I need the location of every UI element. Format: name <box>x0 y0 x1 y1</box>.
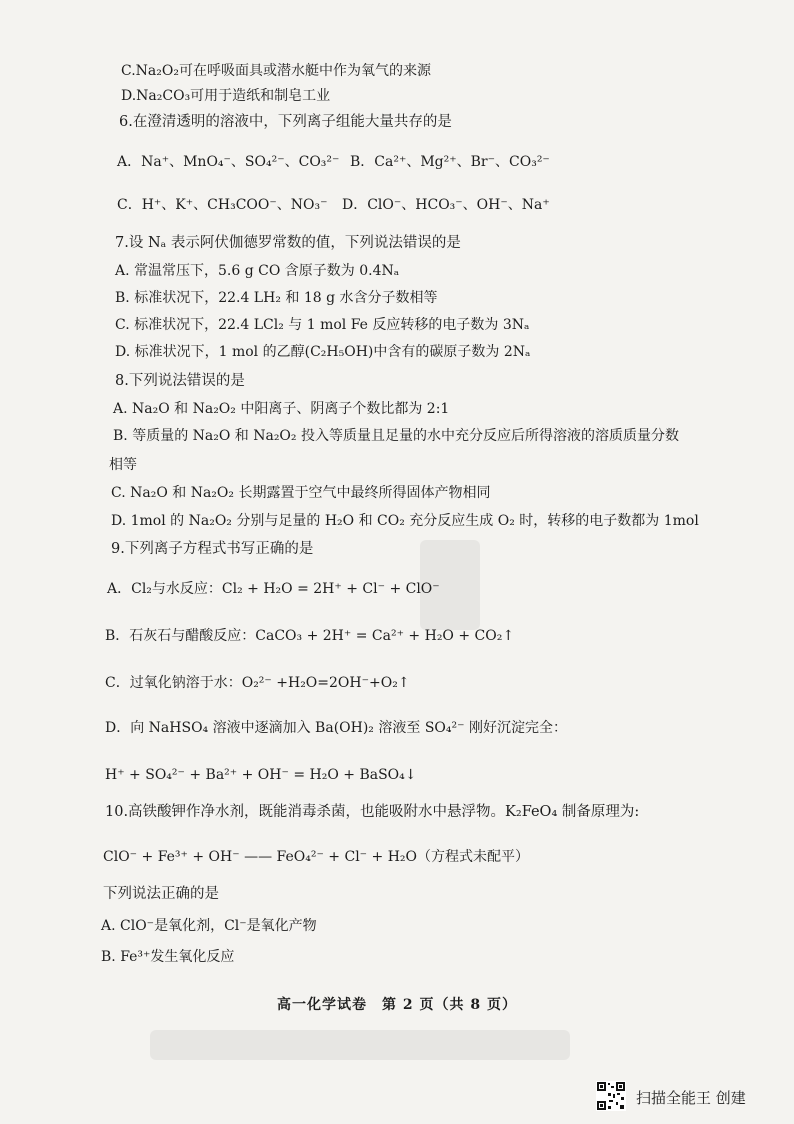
option-line: 相等 <box>109 457 137 473</box>
option-line: A．Cl₂与水反应：Cl₂ + H₂O = 2H⁺ + Cl⁻ + ClO⁻ <box>107 581 440 597</box>
option-line: D.Na₂CO₃可用于造纸和制皂工业 <box>121 88 331 104</box>
option-line: D．向 NaHSO₄ 溶液中逐滴加入 Ba(OH)₂ 溶液至 SO₄²⁻ 刚好沉淀完全： <box>105 720 567 736</box>
option-line: B．Ca²⁺、Mg²⁺、Br⁻、CO₃²⁻ <box>350 154 550 170</box>
option-line: A. ClO⁻是氧化剂，Cl⁻是氧化产物 <box>101 918 317 934</box>
question-9-stem: 9.下列离子方程式书写正确的是 <box>111 541 314 557</box>
equation-line: H⁺ + SO₄²⁻ + Ba²⁺ + OH⁻ = H₂O + BaSO₄↓ <box>105 767 417 783</box>
option-line: D. 1mol 的 Na₂O₂ 分别与足量的 H₂O 和 CO₂ 充分反应生成 O₂ 时，转移的电子数都为 1mol <box>111 513 699 529</box>
option-line: C. Na₂O 和 Na₂O₂ 长期露置于空气中最终所得固体产物相同 <box>111 485 491 501</box>
question-6-stem: 6.在澄清透明的溶液中，下列离子组能大量共存的是 <box>119 114 452 130</box>
watermark-label: 扫描全能王 创建 <box>636 1089 746 1107</box>
option-line: C．H⁺、K⁺、CH₃COO⁻、NO₃⁻ <box>117 197 328 213</box>
equation-line: ClO⁻ + Fe³⁺ + OH⁻ —— FeO₄²⁻ + Cl⁻ + H₂O（方程式未配平） <box>103 849 529 865</box>
option-line: C.Na₂O₂可在呼吸面具或潜水艇中作为氧气的来源 <box>121 63 431 79</box>
scanner-watermark <box>596 1081 786 1111</box>
question-10-prompt: 下列说法正确的是 <box>103 886 219 902</box>
option-line: D. 标准状况下，1 mol 的乙醇(C₂H₅OH)中含有的碳原子数为 2Nₐ <box>115 344 531 360</box>
option-line: B. Fe³⁺发生氧化反应 <box>101 949 235 965</box>
option-line: D．ClO⁻、HCO₃⁻、OH⁻、Na⁺ <box>342 197 550 213</box>
option-line: A．Na⁺、MnO₄⁻、SO₄²⁻、CO₃²⁻ <box>117 154 340 170</box>
question-8-stem: 8.下列说法错误的是 <box>115 373 245 389</box>
question-10-stem: 10.高铁酸钾作净水剂，既能消毒杀菌，也能吸附水中悬浮物。K₂FeO₄ 制备原理为: <box>105 804 640 820</box>
option-line: C．过氧化钠溶于水：O₂²⁻ +H₂O=2OH⁻+O₂↑ <box>105 675 410 691</box>
qr-code-icon <box>596 1081 626 1111</box>
option-line: A. 常温常压下，5.6 g CO 含原子数为 0.4Nₐ <box>115 263 400 279</box>
option-line: B．石灰石与醋酸反应：CaCO₃ + 2H⁺ = Ca²⁺ + H₂O + CO₂↑ <box>105 628 515 644</box>
option-line: B. 等质量的 Na₂O 和 Na₂O₂ 投入等质量且足量的水中充分反应后所得溶液的溶质质量分数 <box>113 428 679 444</box>
question-7-stem: 7.设 Nₐ 表示阿伏伽德罗常数的值，下列说法错误的是 <box>115 235 461 251</box>
option-line: A. Na₂O 和 Na₂O₂ 中阳离子、阴离子个数比都为 2:1 <box>113 401 450 417</box>
page-footer: 高一化学试卷 第 2 页（共 8 页） <box>277 997 517 1013</box>
scan-smudge <box>150 1030 570 1060</box>
option-line: C. 标准状况下，22.4 LCl₂ 与 1 mol Fe 反应转移的电子数为 3Nₐ <box>115 317 530 333</box>
option-line: B. 标准状况下，22.4 LH₂ 和 18 g 水含分子数相等 <box>115 290 438 306</box>
